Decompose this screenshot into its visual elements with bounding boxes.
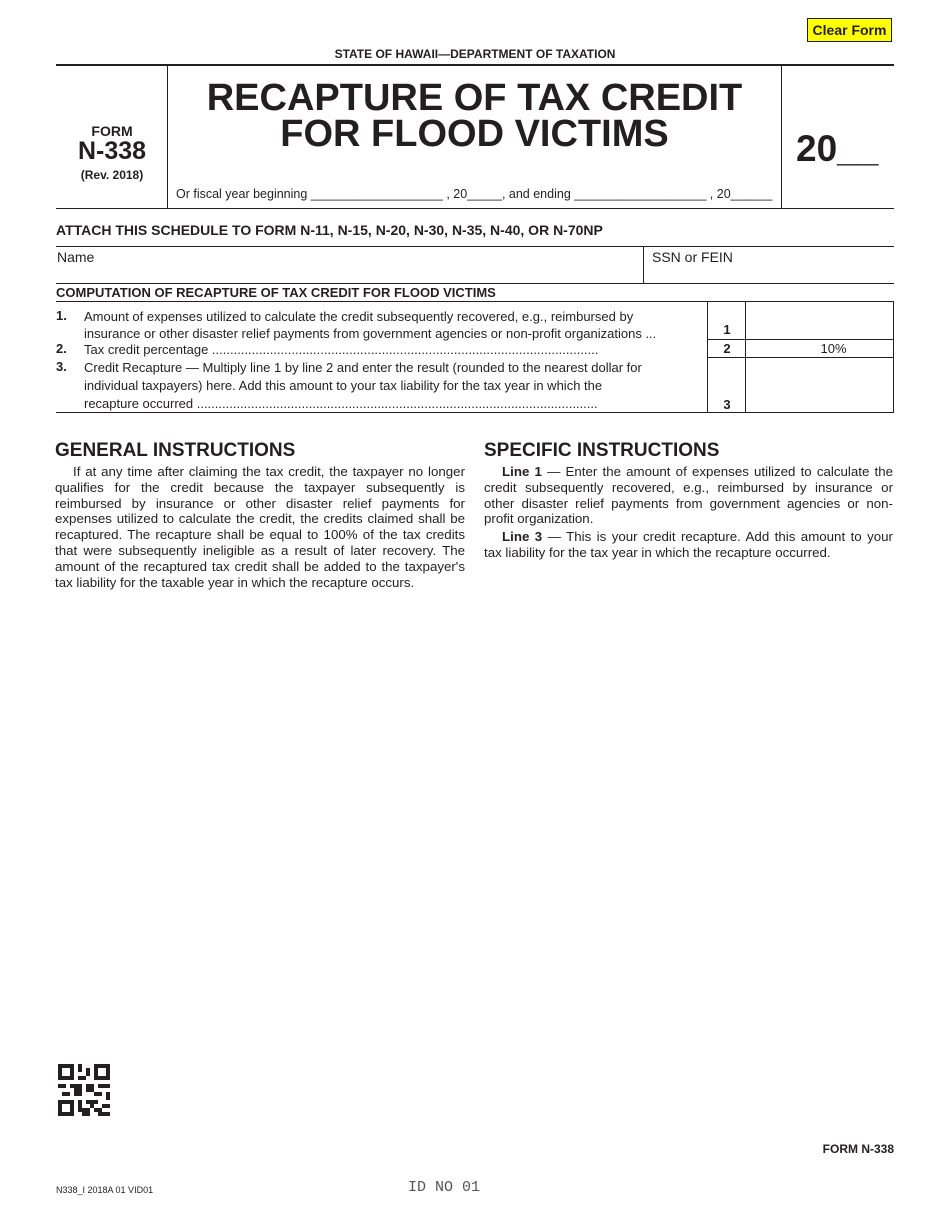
line-1-text-b: insurance or other disaster relief payments from government agencies or non-profit organizations ... [84, 326, 657, 341]
tax-year[interactable]: 20__ [796, 128, 879, 169]
header-bottom-rule [56, 208, 894, 209]
name-ssn-divider [643, 246, 644, 284]
specific-line-1-text: — Enter the amount of expenses utilized to calculate the credit subsequently recovered, e.g., reimbursed by insurance or other disaster relief payments from government agencies or non-profit organization. [484, 464, 893, 527]
specific-line-1 [484, 464, 893, 527]
line-3-text [84, 359, 696, 413]
form-number: N-338 [77, 137, 147, 165]
line-3-text-c: recapture occurred ............................................................................................................... [84, 396, 598, 411]
line-2-box-number: 2 [723, 341, 731, 356]
line-1-text [84, 308, 656, 342]
general-instructions-heading: GENERAL INSTRUCTIONS [55, 440, 296, 461]
line-1-amount-field[interactable] [746, 302, 893, 339]
footer-code: N338_I 2018A 01 VID01 [56, 1185, 154, 1195]
computation-heading: COMPUTATION OF RECAPTURE OF TAX CREDIT FOR FLOOD VICTIMS [56, 285, 496, 300]
line-2-text: Tax credit percentage ........................................................................................................... [84, 342, 599, 357]
title-line-2: FOR FLOOD VICTIMS [280, 113, 669, 155]
form-title [168, 77, 781, 155]
qr-code [58, 1064, 110, 1116]
line-3-number: 3. [56, 359, 67, 374]
general-instructions-body: If at any time after claiming the tax credit, the taxpayer no longer qualifies for the credit because the taxpayer subsequently is reimbursed by insurance or other disaster relief payments for expenses utilized to calculate the credit, the credits claimed shall be recaptured. The recapture shall be equal to 100% of the tax credits that were subsequently ineligible as a result of later recovery. The amount of the recaptured tax credit shall be added to the taxpayer's tax liability for the taxable year in which the recapture occurs. [55, 464, 465, 590]
specific-line-3-text: — This is your credit recapture. Add this amount to your tax liability for the tax year in which the recapture occurred. [484, 529, 893, 560]
line-2-number: 2. [56, 341, 67, 356]
name-row-bottom-rule [56, 283, 894, 284]
line-1-text-a: Amount of expenses utilized to calculate the credit subsequently recovered, e.g., reimbursed by [84, 309, 634, 324]
form-word: FORM [91, 123, 133, 139]
line-3-text-a: Credit Recapture — Multiply line 1 by line 2 and enter the result (rounded to the nearest dollar for [84, 360, 642, 375]
name-row-top-rule [56, 246, 894, 247]
line1-bottom-rule [707, 339, 894, 340]
header-top-rule [56, 64, 894, 66]
specific-line-1-label: Line 1 [502, 464, 542, 479]
specific-line-3 [484, 529, 893, 561]
agency-name: STATE OF HAWAII—DEPARTMENT OF TAXATION [334, 47, 616, 61]
line-3-text-b: individual taxpayers) here. Add this amount to your tax liability for the tax year in which the [84, 378, 603, 393]
title-line-1: RECAPTURE OF TAX CREDIT [206, 77, 743, 119]
line-2-amount-field: 10% [820, 341, 847, 356]
fiscal-year-line[interactable]: Or fiscal year beginning ___________________ , 20_____, and ending ___________________ , 20______ [176, 187, 773, 201]
attach-note: ATTACH THIS SCHEDULE TO FORM N-11, N-15, N-20, N-30, N-35, N-40, OR N-70NP [56, 222, 603, 238]
line-1-number: 1. [56, 308, 67, 323]
line-1-box-number: 1 [723, 322, 731, 337]
footer-form-ref: FORM N-338 [822, 1142, 894, 1156]
specific-instructions-heading: SPECIFIC INSTRUCTIONS [484, 440, 720, 461]
line-3-amount-field[interactable] [746, 358, 893, 412]
header-divider-right [781, 64, 782, 209]
clear-form-button[interactable]: Clear Form [807, 18, 892, 42]
ssn-field[interactable]: SSN or FEIN [652, 249, 733, 265]
footer-id-number: ID NO 01 [408, 1179, 481, 1196]
form-revision: (Rev. 2018) [80, 168, 144, 182]
specific-line-3-label: Line 3 [502, 529, 543, 544]
name-field[interactable]: Name [57, 249, 95, 265]
line-3-box-number: 3 [723, 397, 731, 412]
